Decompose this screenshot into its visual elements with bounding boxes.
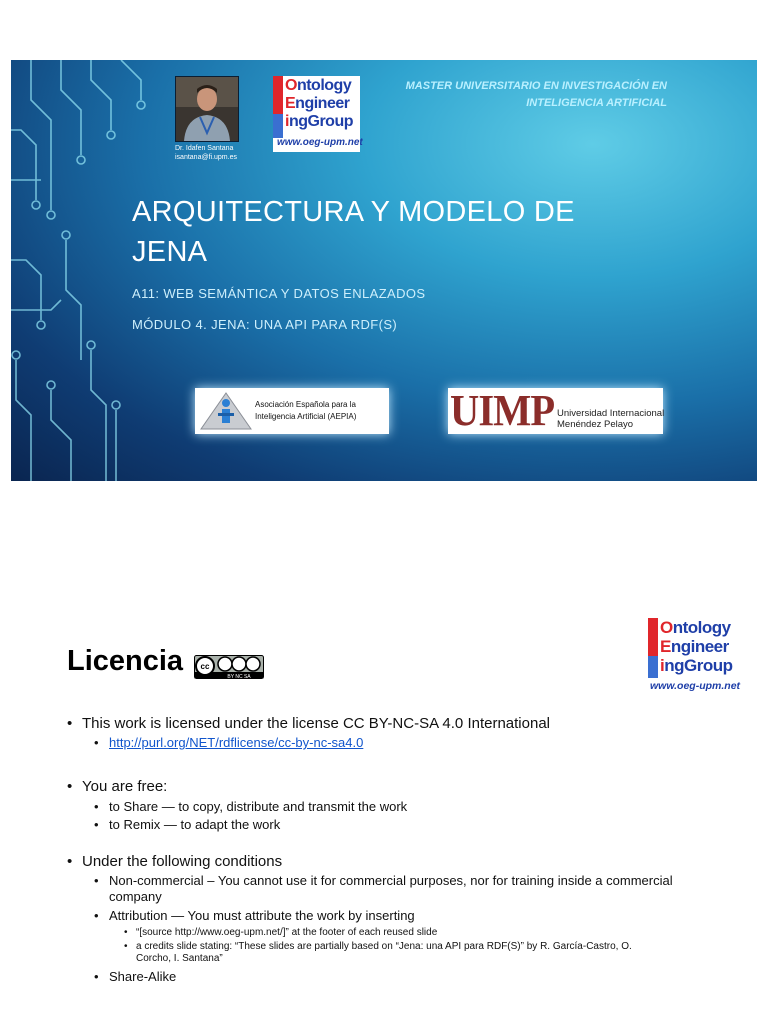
module-subtitle: MÓDULO 4. JENA: UNA API PARA RDF(S) [132,317,398,332]
bullet-attr-credits: • a credits slide stating: “These slides are partially based on “Jena: una API para RDF(S)” by R. García-Castro, O. Corcho, I. Santana” [124,941,667,966]
oeg-logo: Ontology Engineer ingGroup www.oeg-upm.net [273,76,360,152]
oeg-logo-license-slide: Ontology Engineer ingGroup www.oeg-upm.net [648,618,736,696]
bullet-conditions: • Under the following conditions [67,852,707,871]
bullet-sharealike: • Share-Alike [94,969,707,985]
license-title: Licencia [67,645,184,677]
bullet-license: • This work is licensed under the license CC BY-NC-SA 4.0 International [67,714,707,733]
bullet-share: • to Share — to copy, distribute and transmit the work [94,799,707,815]
license-body [67,714,707,985]
course-subtitle: A11: WEB SEMÁNTICA Y DATOS ENLAZADOS [132,286,426,301]
aepia-name-line1: Asociación Española para la [255,400,356,409]
svg-text:cc: cc [200,662,210,671]
bullet-attribution: • Attribution — You must attribute the work by inserting [94,908,707,924]
bullet-remix: • to Remix — to adapt the work [94,817,707,833]
master-program-label: MASTER UNIVERSITARIO EN INVESTIGACIÓN EN INTELIGENCIA ARTIFICIAL [405,80,667,109]
uimp-name-line2: Menéndez Pelayo [557,419,634,430]
author-email: isantana@fi.upm.es [175,154,237,161]
bullet-noncommercial: • Non-commercial – You cannot use it for commercial purposes, nor for training inside a commercial company [94,873,707,905]
author-photo [175,76,239,142]
slide-title: ARQUITECTURA Y MODELO DE JENA [132,196,575,268]
aepia-logo [195,388,389,434]
bullet-attr-source: • “[source http://www.oeg-upm.net/]” at the footer of each reused slide [124,927,707,940]
uimp-name-line1: Universidad Internacional [557,408,665,419]
aepia-name-line2: Inteligencia Artificial (AEPIA) [255,412,357,421]
title-slide [11,60,757,481]
bullet-license-link[interactable] [94,735,707,751]
uimp-logo [448,388,663,434]
uimp-wordmark: UIMP [450,386,555,435]
cc-by-nc-sa-icon [194,655,264,679]
author-name: Dr. Idafen Santana [175,145,234,152]
svg-text:BY NC SA: BY NC SA [227,674,251,679]
bullet-free: • You are free: [67,777,707,796]
author-caption [175,144,237,162]
license-link[interactable]: http://purl.org/NET/rdflicense/cc-by-nc-sa4.0 [109,735,364,750]
